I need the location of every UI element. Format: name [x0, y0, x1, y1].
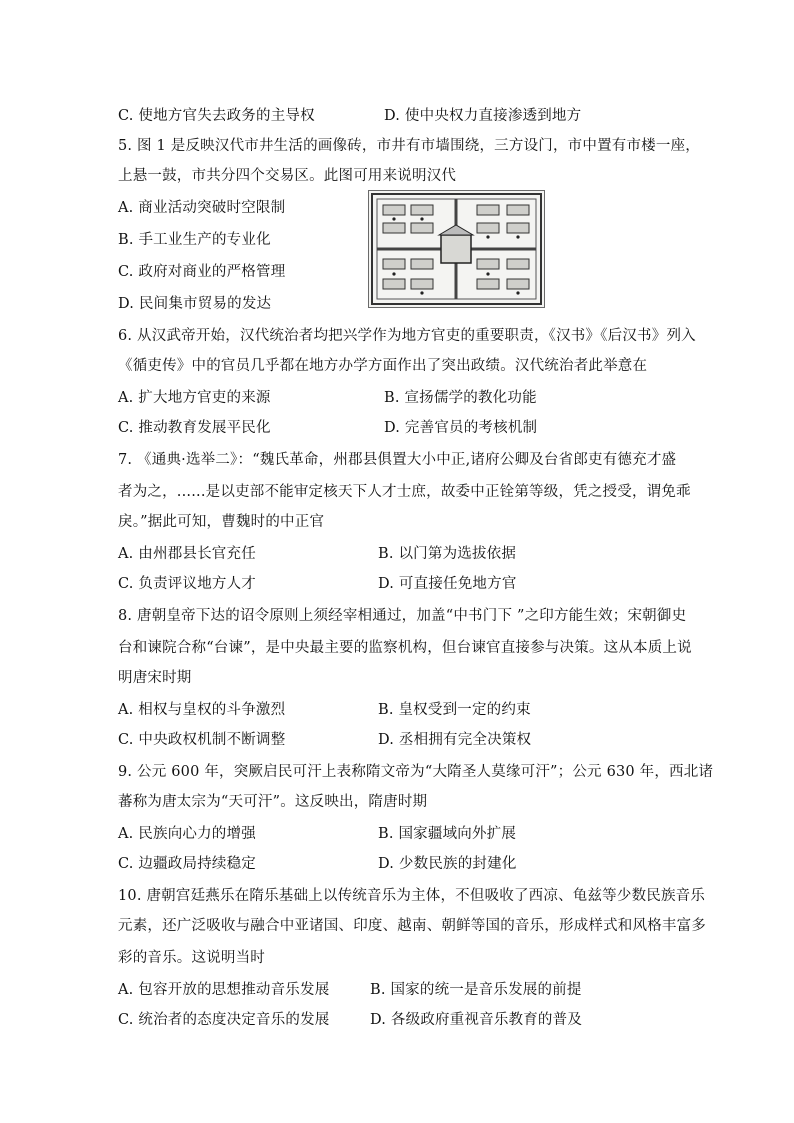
q5-option-a: A. 商业活动突破时空限制 [118, 200, 286, 216]
q7-option-c: C. 负责评议地方人才 [118, 576, 256, 592]
q10-option-a: A. 包容开放的思想推动音乐发展 [118, 982, 330, 998]
q9-stem-line-2: 蕃称为唐太宗为“天可汗”。这反映出，隋唐时期 [118, 794, 428, 810]
q5-option-c: C. 政府对商业的严格管理 [118, 264, 286, 280]
q4-option-c: C. 使地方官失去政务的主导权 [118, 108, 315, 124]
q4-option-d: D. 使中央权力直接渗透到地方 [384, 108, 582, 124]
market-brick-relief-image [368, 190, 545, 308]
q6-stem-line-2: 《循吏传》中的官员几乎都在地方办学方面作出了突出政绩。汉代统治者此举意在 [118, 358, 648, 374]
q10-option-b: B. 国家的统一是音乐发展的前提 [370, 982, 582, 998]
q9-stem-line-1: 9. 公元 600 年，突厥启民可汗上表称隋文帝为“大隋圣人莫缘可汗”；公元 630 年，西北诸 [118, 764, 714, 780]
q7-stem-line-2: 者为之，......是以吏部不能审定核天下人才士庶，故委中正铨第等级，凭之授受，谓免乖 [118, 484, 691, 500]
q10-option-d: D. 各级政府重视音乐教育的普及 [370, 1012, 583, 1028]
q8-stem-line-3: 明唐宋时期 [118, 670, 192, 686]
q8-stem-line-1: 8. 唐朝皇帝下达的诏令原则上须经宰相通过，加盖“中书门下 ”之印方能生效；宋朝御史 [118, 608, 687, 624]
q5-option-b: B. 手工业生产的专业化 [118, 232, 271, 248]
q9-option-c: C. 边疆政局持续稳定 [118, 856, 256, 872]
q10-stem-line-2: 元素，还广泛吸收与融合中亚诸国、印度、越南、朝鲜等国的音乐，形成样式和风格丰富多 [118, 918, 706, 934]
q10-option-c: C. 统治者的态度决定音乐的发展 [118, 1012, 330, 1028]
q5-stem-line-2: 上悬一鼓，市共分四个交易区。此图可用来说明汉代 [118, 168, 457, 184]
q8-option-d: D. 丞相拥有完全决策权 [378, 732, 532, 748]
q9-option-a: A. 民族向心力的增强 [118, 826, 256, 842]
q6-option-c: C. 推动教育发展平民化 [118, 420, 271, 436]
q6-stem-line-1: 6. 从汉武帝开始，汉代统治者均把兴学作为地方官吏的重要职责，《汉书》《后汉书》列入 [118, 328, 696, 344]
market-relief-drawing [369, 191, 544, 307]
q6-option-a: A. 扩大地方官吏的来源 [118, 390, 271, 406]
q10-stem-line-1: 10. 唐朝宫廷燕乐在隋乐基础上以传统音乐为主体，不但吸收了西凉、龟兹等少数民族音乐 [118, 888, 706, 904]
q10-stem-line-3: 彩的音乐。这说明当时 [118, 950, 265, 966]
q9-option-d: D. 少数民族的封建化 [378, 856, 517, 872]
q7-stem-line-3: 戾。”据此可知，曹魏时的中正官 [118, 514, 325, 530]
q6-option-b: B. 宣扬儒学的教化功能 [384, 390, 537, 406]
q9-option-b: B. 国家疆域向外扩展 [378, 826, 517, 842]
q7-option-d: D. 可直接任免地方官 [378, 576, 517, 592]
q7-option-b: B. 以门第为选拔依据 [378, 546, 517, 562]
q8-stem-line-2: 台和谏院合称“台谏”，是中央最主要的监察机构，但台谏官直接参与决策。这从本质上说 [118, 640, 692, 656]
q8-option-a: A. 相权与皇权的斗争激烈 [118, 702, 286, 718]
q7-stem-line-1: 7. 《通典·选举二》：“魏氏革命，州郡县俱置大小中正,诸府公卿及台省郎吏有德充才盛 [118, 452, 677, 468]
q8-option-c: C. 中央政权机制不断调整 [118, 732, 286, 748]
q6-option-d: D. 完善官员的考核机制 [384, 420, 538, 436]
q5-option-d: D. 民间集市贸易的发达 [118, 296, 272, 312]
q8-option-b: B. 皇权受到一定的约束 [378, 702, 531, 718]
q7-option-a: A. 由州郡县长官充任 [118, 546, 256, 562]
q5-stem-line-1: 5. 图 1 是反映汉代市井生活的画像砖，市井有市墙围绕，三方设门，市中置有市楼一座， [118, 138, 700, 154]
